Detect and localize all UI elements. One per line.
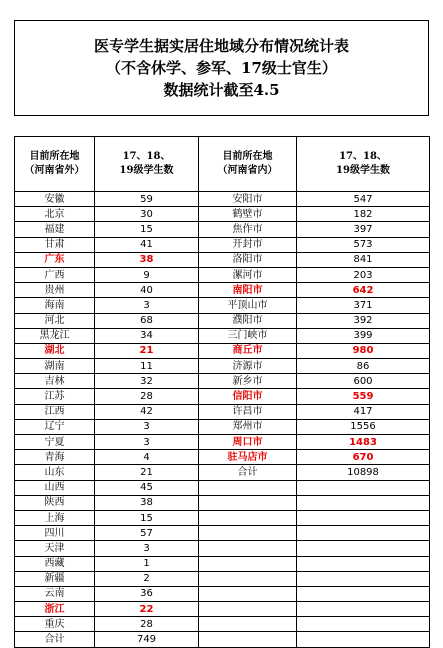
outside-count-cell: 57 (95, 526, 199, 541)
inside-location-cell: 周口市 (199, 435, 297, 450)
inside-count-cell: 399 (297, 328, 430, 343)
empty-cell (199, 586, 297, 601)
table-row (15, 541, 430, 556)
outside-count-cell: 3 (95, 541, 199, 556)
outside-location-cell: 四川 (15, 526, 95, 541)
outside-count-cell: 15 (95, 222, 199, 237)
outside-location-cell: 黑龙江 (15, 328, 95, 343)
table-row (15, 632, 430, 647)
inside-count-cell: 10898 (297, 465, 430, 480)
outside-count-cell: 3 (95, 298, 199, 313)
distribution-table (14, 136, 430, 648)
outside-count-cell: 28 (95, 389, 199, 404)
empty-cell (297, 510, 430, 525)
outside-count-cell: 40 (95, 283, 199, 298)
header-inside-count (297, 137, 430, 192)
outside-location-cell: 福建 (15, 222, 95, 237)
table-row (15, 192, 430, 207)
table-subtitle: （不含休学、参军、17级士官生） (106, 59, 337, 77)
inside-location-cell: 郑州市 (199, 419, 297, 434)
inside-count-cell: 573 (297, 237, 430, 252)
table-row (15, 571, 430, 586)
table-row (15, 510, 430, 525)
outside-location-cell: 河北 (15, 313, 95, 328)
inside-count-cell: 559 (297, 389, 430, 404)
outside-location-cell: 贵州 (15, 283, 95, 298)
empty-cell (297, 541, 430, 556)
outside-location-cell: 安徽 (15, 192, 95, 207)
inside-count-cell: 841 (297, 252, 430, 267)
inside-count-cell: 392 (297, 313, 430, 328)
inside-location-cell: 三门峡市 (199, 328, 297, 343)
outside-location-cell: 辽宁 (15, 419, 95, 434)
table-row (15, 222, 430, 237)
table-row (15, 359, 430, 374)
empty-cell (297, 632, 430, 647)
table-row (15, 343, 430, 358)
empty-cell (297, 556, 430, 571)
outside-count-cell: 68 (95, 313, 199, 328)
outside-location-cell: 海南 (15, 298, 95, 313)
header-text: 目前所在地 （河南省外） (24, 151, 85, 176)
outside-location-cell: 吉林 (15, 374, 95, 389)
empty-cell (199, 617, 297, 632)
empty-cell (199, 632, 297, 647)
outside-location-cell: 云南 (15, 586, 95, 601)
outside-location-cell: 天津 (15, 541, 95, 556)
outside-location-cell: 广西 (15, 267, 95, 282)
outside-location-cell: 湖北 (15, 343, 95, 358)
inside-count-cell: 670 (297, 450, 430, 465)
outside-count-cell: 3 (95, 435, 199, 450)
header-row (15, 137, 430, 192)
table-title: 医专学生据实居住地域分布情况统计表 (93, 37, 349, 55)
outside-count-cell: 41 (95, 237, 199, 252)
outside-location-cell: 山西 (15, 480, 95, 495)
empty-cell (199, 602, 297, 617)
empty-cell (199, 541, 297, 556)
outside-count-cell: 36 (95, 586, 199, 601)
header-text: 17、18、 19级学生数 (336, 151, 390, 176)
spreadsheet (14, 20, 429, 648)
inside-count-cell: 417 (297, 404, 430, 419)
header-text: 目前所在地 （河南省内） (217, 151, 278, 176)
outside-count-cell: 22 (95, 602, 199, 617)
table-row (15, 450, 430, 465)
table-row (15, 267, 430, 282)
outside-count-cell: 30 (95, 207, 199, 222)
inside-location-cell: 商丘市 (199, 343, 297, 358)
outside-count-cell: 38 (95, 252, 199, 267)
outside-count-cell: 11 (95, 359, 199, 374)
inside-location-cell: 鹤壁市 (199, 207, 297, 222)
outside-location-cell: 陕西 (15, 495, 95, 510)
outside-location-cell: 上海 (15, 510, 95, 525)
outside-location-cell: 湖南 (15, 359, 95, 374)
outside-count-cell: 21 (95, 465, 199, 480)
inside-count-cell: 1483 (297, 435, 430, 450)
outside-count-cell: 59 (95, 192, 199, 207)
outside-location-cell: 山东 (15, 465, 95, 480)
header-text: 17、18、 19级学生数 (119, 151, 174, 176)
empty-cell (199, 571, 297, 586)
outside-location-cell: 北京 (15, 207, 95, 222)
outside-count-cell: 28 (95, 617, 199, 632)
inside-location-cell: 新乡市 (199, 374, 297, 389)
inside-count-cell: 547 (297, 192, 430, 207)
inside-count-cell: 1556 (297, 419, 430, 434)
table-row (15, 602, 430, 617)
outside-count-cell: 749 (95, 632, 199, 647)
table-row (15, 419, 430, 434)
outside-count-cell: 34 (95, 328, 199, 343)
empty-cell (297, 480, 430, 495)
table-row (15, 283, 430, 298)
empty-cell (297, 617, 430, 632)
empty-cell (199, 556, 297, 571)
table-row (15, 586, 430, 601)
outside-location-cell: 江苏 (15, 389, 95, 404)
inside-count-cell: 371 (297, 298, 430, 313)
header-outside-count (95, 137, 199, 192)
outside-count-cell: 15 (95, 510, 199, 525)
table-row (15, 556, 430, 571)
inside-count-cell: 600 (297, 374, 430, 389)
empty-cell (297, 526, 430, 541)
table-row (15, 435, 430, 450)
inside-count-cell: 203 (297, 267, 430, 282)
empty-cell (297, 586, 430, 601)
inside-location-cell: 焦作市 (199, 222, 297, 237)
table-body (15, 192, 430, 648)
table-row (15, 328, 430, 343)
inside-count-cell: 980 (297, 343, 430, 358)
outside-count-cell: 21 (95, 343, 199, 358)
outside-location-cell: 新疆 (15, 571, 95, 586)
inside-count-cell: 642 (297, 283, 430, 298)
outside-location-cell: 合计 (15, 632, 95, 647)
header-outside-location (15, 137, 95, 192)
inside-location-cell: 安阳市 (199, 192, 297, 207)
table-row (15, 495, 430, 510)
outside-count-cell: 42 (95, 404, 199, 419)
inside-count-cell: 86 (297, 359, 430, 374)
outside-count-cell: 4 (95, 450, 199, 465)
inside-location-cell: 漯河市 (199, 267, 297, 282)
inside-location-cell: 濮阳市 (199, 313, 297, 328)
empty-cell (199, 480, 297, 495)
outside-count-cell: 9 (95, 267, 199, 282)
empty-cell (199, 510, 297, 525)
inside-count-cell: 182 (297, 207, 430, 222)
table-row (15, 237, 430, 252)
empty-cell (199, 526, 297, 541)
outside-count-cell: 3 (95, 419, 199, 434)
inside-location-cell: 济源市 (199, 359, 297, 374)
table-row (15, 480, 430, 495)
inside-location-cell: 驻马店市 (199, 450, 297, 465)
inside-location-cell: 南阳市 (199, 283, 297, 298)
inside-location-cell: 合计 (199, 465, 297, 480)
table-row (15, 374, 430, 389)
table-row (15, 389, 430, 404)
outside-location-cell: 广东 (15, 252, 95, 267)
inside-location-cell: 许昌市 (199, 404, 297, 419)
table-row (15, 313, 430, 328)
empty-cell (297, 571, 430, 586)
table-row (15, 252, 430, 267)
table-row (15, 465, 430, 480)
table-row (15, 207, 430, 222)
outside-location-cell: 西藏 (15, 556, 95, 571)
table-row (15, 617, 430, 632)
inside-count-cell: 397 (297, 222, 430, 237)
outside-location-cell: 浙江 (15, 602, 95, 617)
data-date-note: 数据统计截至4.5 (163, 81, 280, 99)
empty-cell (199, 495, 297, 510)
empty-cell (297, 602, 430, 617)
outside-location-cell: 重庆 (15, 617, 95, 632)
title-block (14, 20, 429, 116)
outside-count-cell: 2 (95, 571, 199, 586)
outside-count-cell: 1 (95, 556, 199, 571)
table-row (15, 526, 430, 541)
table-row (15, 298, 430, 313)
outside-location-cell: 江西 (15, 404, 95, 419)
outside-count-cell: 45 (95, 480, 199, 495)
inside-location-cell: 洛阳市 (199, 252, 297, 267)
outside-count-cell: 32 (95, 374, 199, 389)
outside-count-cell: 38 (95, 495, 199, 510)
table-row (15, 404, 430, 419)
outside-location-cell: 宁夏 (15, 435, 95, 450)
header-inside-location (199, 137, 297, 192)
inside-location-cell: 信阳市 (199, 389, 297, 404)
inside-location-cell: 开封市 (199, 237, 297, 252)
inside-location-cell: 平顶山市 (199, 298, 297, 313)
outside-location-cell: 青海 (15, 450, 95, 465)
empty-cell (297, 495, 430, 510)
outside-location-cell: 甘肃 (15, 237, 95, 252)
